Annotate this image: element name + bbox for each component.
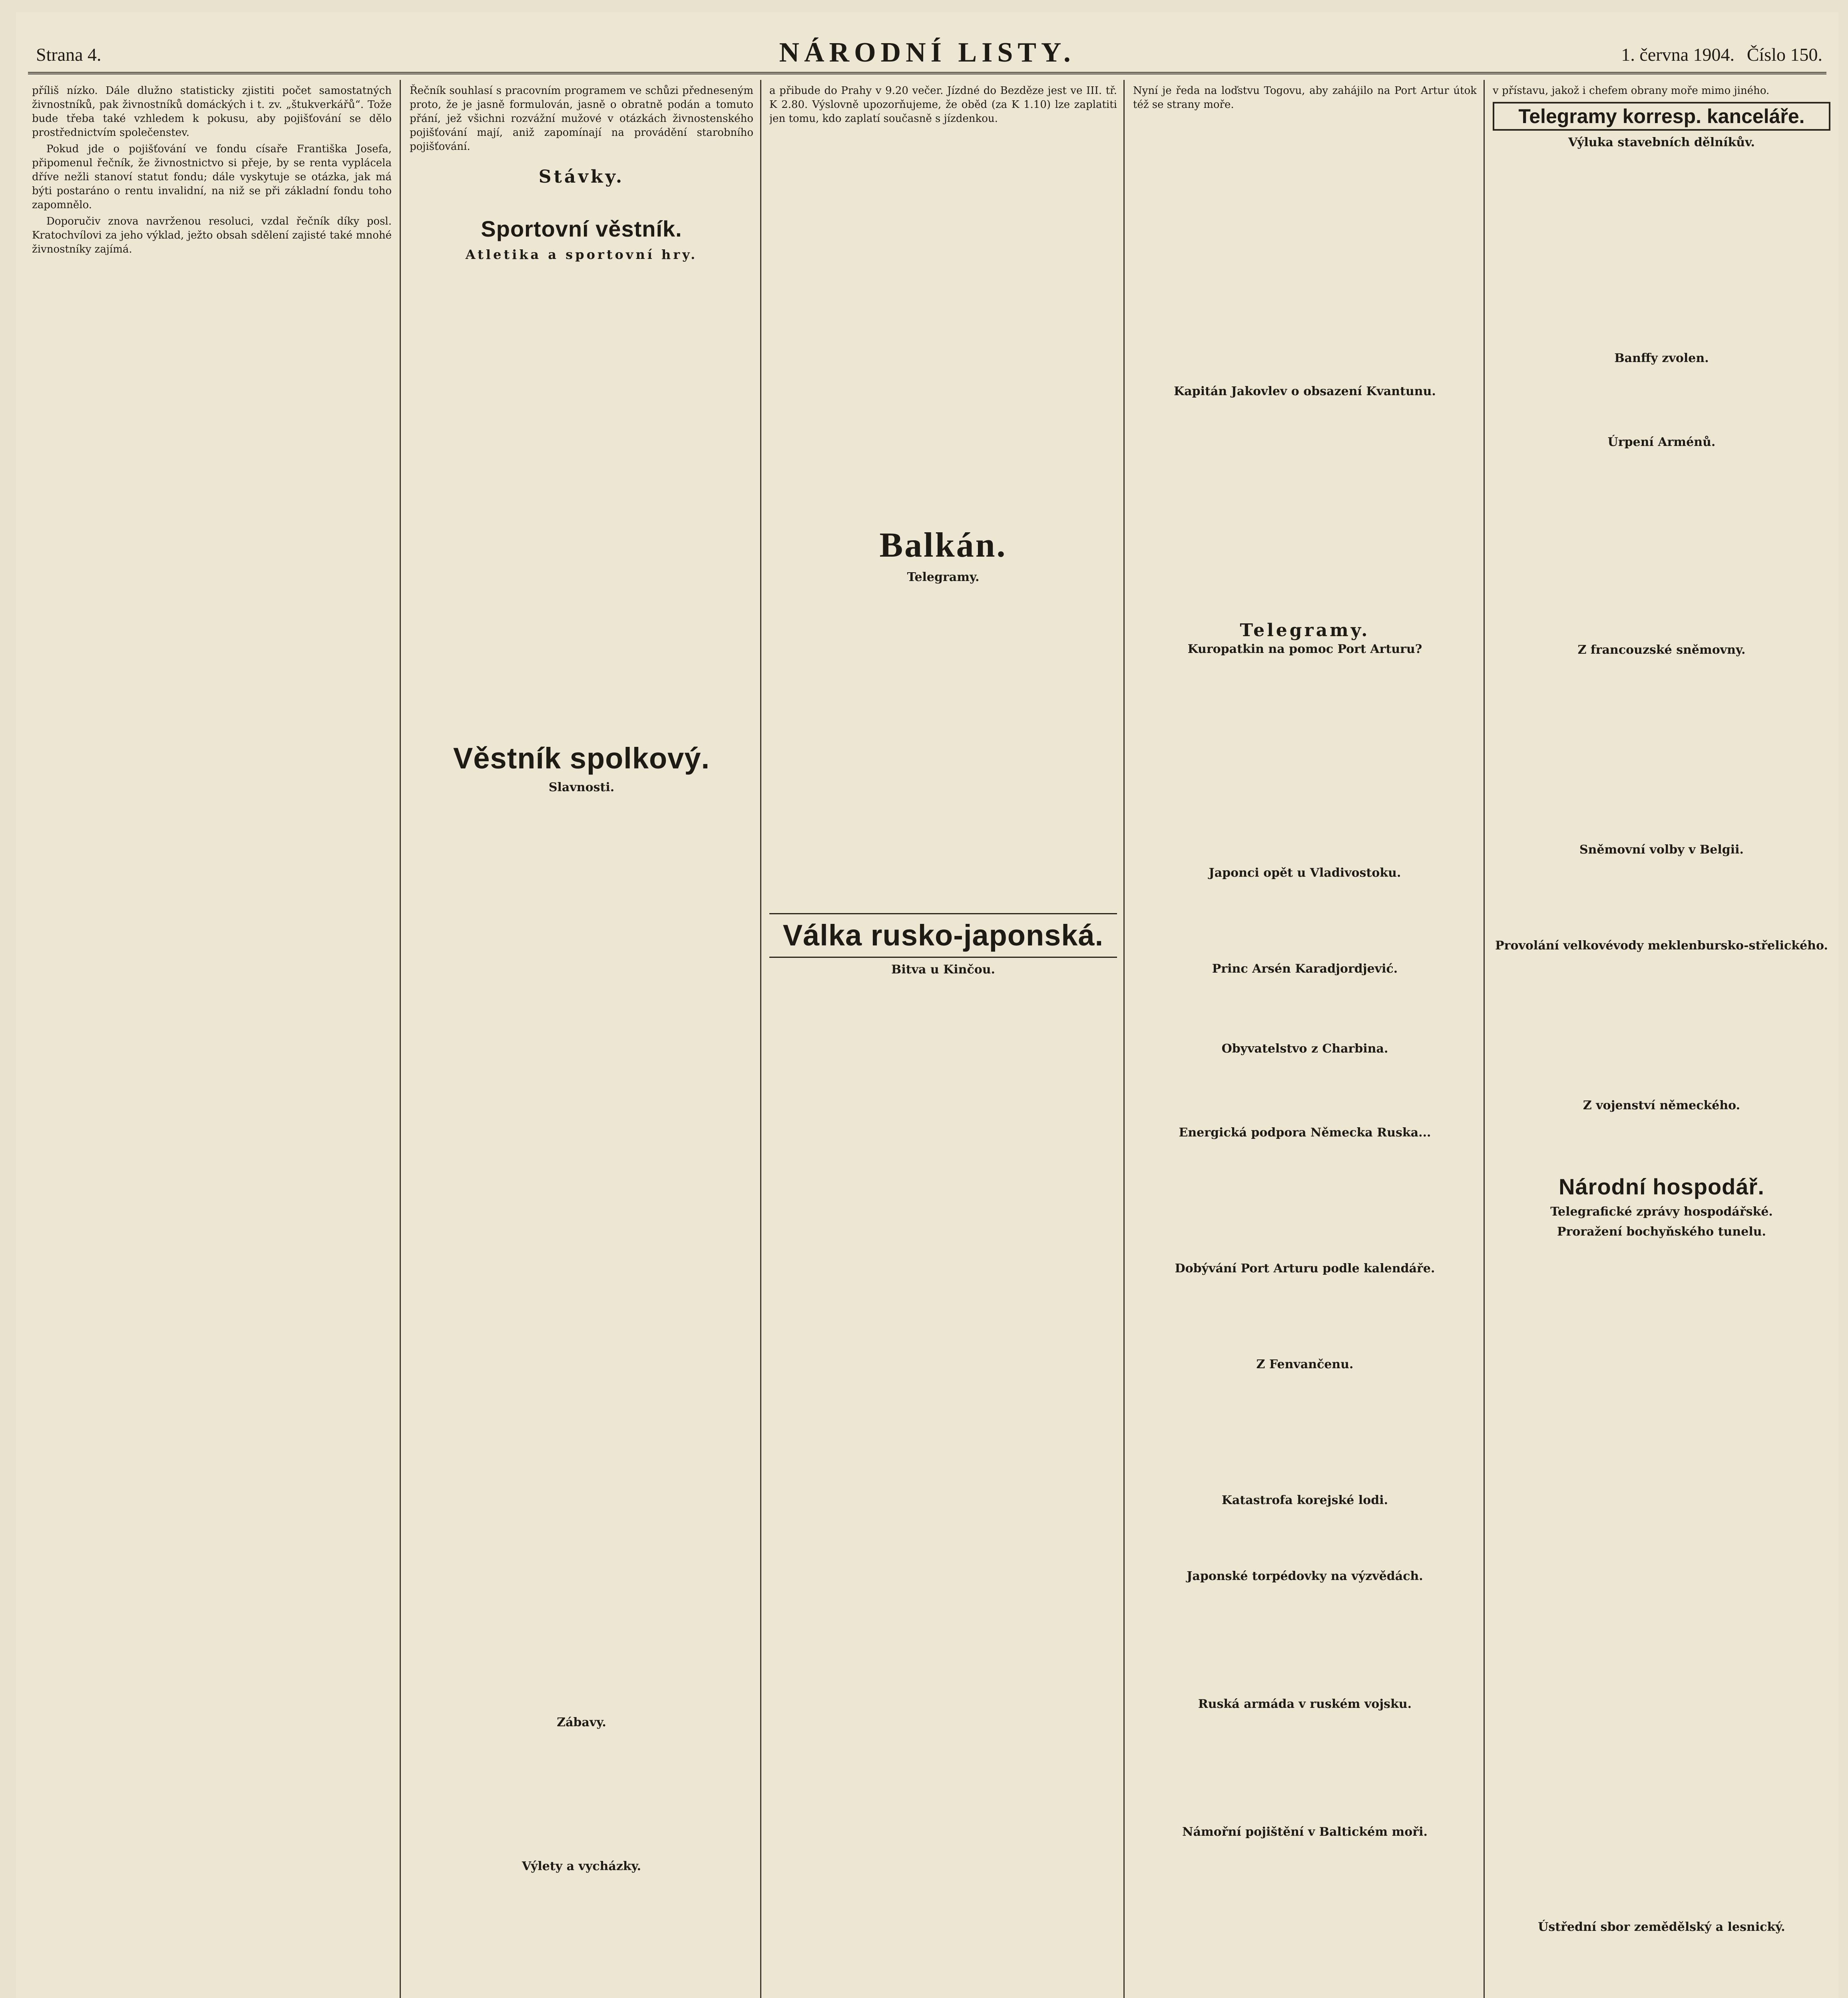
subheading-banffy: Banffy zvolen. — [1614, 351, 1709, 365]
section-heading-stavky: Stávky. — [538, 167, 625, 187]
section-heading-spolky: Věstník spolkový. — [453, 742, 710, 775]
subheading-telegraficke: Telegrafické zprávy hospodářské. — [1550, 1205, 1773, 1219]
article-paragraph: a přibude do Prahy v 9.20 večer. Jízdné do Bezděze jest ve III. tř. K 2.80. Výslovně upozorňujeme, že oběd (za K 1.10) lze zaplatiti jen tomu, kdo zaplatí současně s jízdenkou. — [769, 85, 1117, 125]
column-rule — [1484, 80, 1485, 1998]
article-paragraph: Nyní je ředa na loďstvu Togovu, aby zahájilo na Port Artur útok též se strany moře. — [1133, 85, 1477, 111]
subheading-urpeni: Úrpení Arménů. — [1607, 435, 1716, 449]
column-rule — [760, 80, 761, 1998]
subheading-slavnosti: Slavnosti. — [548, 780, 615, 794]
section-heading-telegramy: Telegramy. — [1240, 620, 1370, 641]
subheading-snemovni: Sněmovní volby v Belgii. — [1579, 843, 1744, 857]
newspaper-page — [16, 12, 1838, 1998]
column-4 — [1133, 84, 1477, 1998]
article-paragraph: v přístavu, jakož i chefem obrany moře mimo jiného. — [1493, 85, 1770, 97]
article-paragraph: Doporučiv znova navrženou resoluci, vzdal řečník díky posl. Kratochvílovi za jeho výklad, ježto obsah sdělení zajisté také mnohé živnostníky zajímá. — [32, 215, 392, 255]
column-2 — [410, 84, 753, 1998]
newspaper-title: NÁRODNÍ LISTY. — [779, 37, 1075, 68]
subheading-energicka: Energická podpora Německa Ruska... — [1179, 1126, 1431, 1140]
subheading-atletika: Atletika a sportovní hry. — [465, 247, 698, 262]
section-heading-narodni: Národní hospodář. — [1559, 1174, 1764, 1199]
subheading-prorazeni: Proražení bochyňského tunelu. — [1557, 1225, 1766, 1239]
subheading-fenvancen: Z Fenvančenu. — [1256, 1357, 1354, 1371]
issue-date: 1. června 1904. — [1621, 44, 1734, 65]
subheading-dobyvani: Dobývání Port Arturu podle kalendáře. — [1175, 1262, 1435, 1276]
page-label: Strana 4. — [36, 44, 102, 65]
section-heading-valka: Válka rusko-japonská. — [769, 913, 1117, 958]
subheading-katastrofa: Katastrofa korejské lodi. — [1221, 1493, 1388, 1507]
column-rule — [1123, 80, 1125, 1998]
subheading-ustredni: Ústřední sbor zemědělský a lesnický. — [1538, 1920, 1785, 1934]
masthead — [28, 28, 1826, 74]
section-heading-balkan: Balkán. — [879, 526, 1007, 565]
column-rule — [400, 80, 401, 1998]
subheading-vyluka: Výluka stavebních dělníkův. — [1568, 135, 1755, 149]
subheading-telegramy: Telegramy. — [907, 570, 980, 584]
subheading-princ: Princ Arsén Karadjordjević. — [1212, 962, 1398, 976]
subheading-namorni: Námořní pojištění v Baltickém moři. — [1182, 1825, 1428, 1839]
subheading-vylety: Výlety a vycházky. — [522, 1859, 641, 1873]
article-paragraph: Řečník souhlasí s pracovním programem ve schůzi předneseným proto, že je jasně formulován, jasně o obratně podán a tomuto přání, jež všichni rozvážní mužové v otázkách živnostenského pojišťování mají, aniž zapomínají na provádění starobního pojišťování. — [410, 85, 753, 153]
article-paragraph: příliš nízko. Dále dlužno statisticky zjistiti počet samostatných živnostníků, pak živnostníků domáckých i t. zv. „štukverkářů“. Tože bude třeba také vzhledem k pokusu, aby pojišťování se dělo prostřednictvím společenstev. — [32, 85, 392, 139]
subheading-provolani: Provolání velkovévody meklenbursko-střelického. — [1495, 939, 1828, 953]
subheading-bitva: Bitva u Kinčou. — [891, 963, 995, 977]
column-3 — [769, 84, 1117, 1998]
subheading-ruska-armada: Ruská armáda v ruském vojsku. — [1198, 1697, 1412, 1711]
subheading-kuropatkin: Kuropatkin na pomoc Port Arturu? — [1187, 642, 1422, 656]
subheading-zabavy: Zábavy. — [557, 1715, 606, 1729]
section-heading-telegramy-box: Telegramy korresp. kanceláře. — [1493, 102, 1830, 131]
subheading-japonci: Japonci opět u Vladivostoku. — [1209, 866, 1401, 880]
subheading-francouzske: Z francouzské sněmovny. — [1577, 643, 1746, 657]
section-heading-sport: Sportovní věstník. — [481, 216, 682, 241]
issue-number: Číslo 150. — [1746, 44, 1822, 65]
subheading-torpedovky: Japonské torpédovky na výzvědách. — [1187, 1569, 1423, 1583]
subheading-obyvatelstvo: Obyvatelstvo z Charbina. — [1221, 1042, 1388, 1056]
column-5 — [1493, 84, 1830, 1998]
article-paragraph: Pokud jde o pojišťování ve fondu císaře Františka Josefa, připomenul řečník, že živnostnictvo si přeje, by se renta vyplácela dříve nežli stanoví statut fondu; dále vyskytuje se otázka, jak má býti postaráno o rentu invalidní, na niž se při základní fondu toho zapomnělo. — [32, 143, 392, 211]
subheading-vojenstvi: Z vojenství německého. — [1583, 1099, 1740, 1112]
subheading-kapitan: Kapitán Jakovlev o obsazení Kvantunu. — [1174, 384, 1436, 398]
column-1 — [32, 84, 392, 1998]
